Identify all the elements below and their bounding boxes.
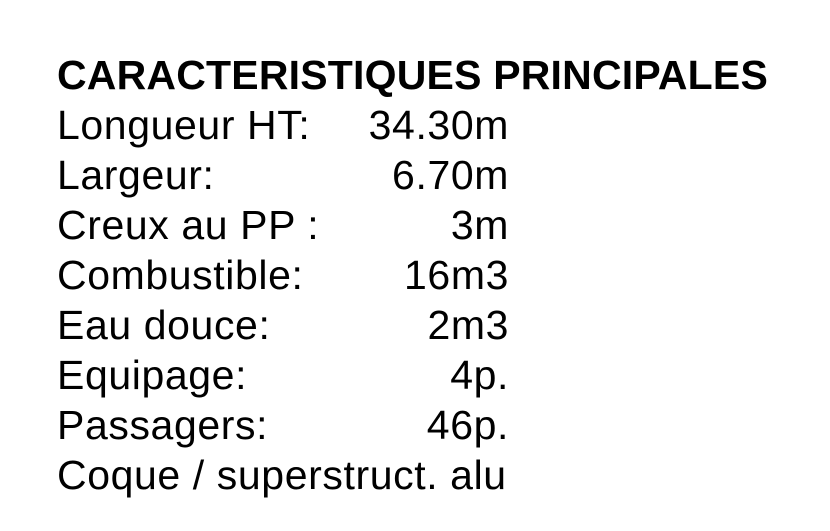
spec-value: 2m3 bbox=[427, 302, 509, 348]
spec-label: Passagers: bbox=[57, 402, 269, 448]
spec-row bbox=[57, 100, 509, 150]
spec-row bbox=[57, 250, 509, 300]
spec-value: 4p. bbox=[450, 352, 509, 398]
spec-value: 6.70m bbox=[392, 152, 509, 198]
spec-label: Largeur: bbox=[57, 152, 215, 198]
spec-label: Longueur HT: bbox=[57, 102, 311, 148]
spec-label: Combustible: bbox=[57, 252, 304, 298]
spec-row bbox=[57, 300, 509, 350]
spec-label: Equipage: bbox=[57, 352, 248, 398]
spec-value: 34.30m bbox=[368, 102, 509, 148]
spec-row bbox=[57, 200, 509, 250]
spec-value: 3m bbox=[450, 202, 509, 248]
spec-value: 46p. bbox=[426, 402, 509, 448]
spec-value: 16m3 bbox=[404, 252, 509, 298]
hull-material-line: Coque / superstruct. alu bbox=[57, 452, 507, 498]
spec-label: Eau douce: bbox=[57, 302, 271, 348]
spec-label: Creux au PP : bbox=[57, 202, 320, 248]
page-title: CARACTERISTIQUES PRINCIPALES bbox=[57, 52, 769, 98]
spec-row bbox=[57, 400, 509, 450]
spec-rows bbox=[57, 100, 830, 450]
spec-row bbox=[57, 350, 509, 400]
spec-row bbox=[57, 150, 509, 200]
